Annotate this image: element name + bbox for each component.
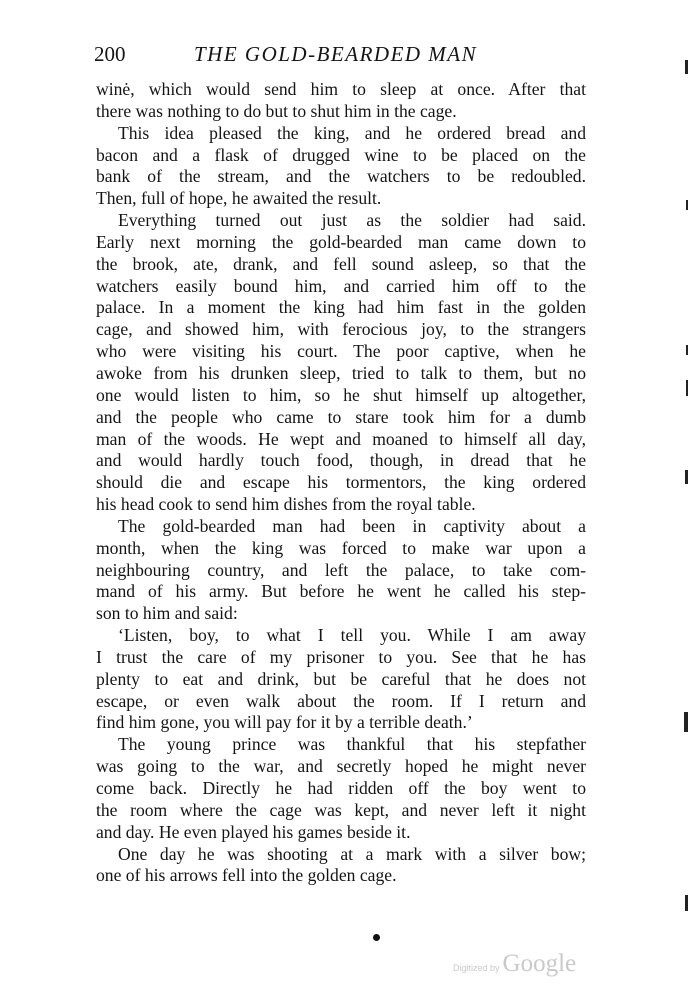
text-line: Early next morning the gold-bearded man came down to	[96, 231, 586, 252]
text-line: winė, which would send him to sleep at once. After that	[96, 79, 586, 99]
text-line: bacon and a flask of drugged wine to be placed on the	[96, 144, 586, 165]
text-line: should die and escape his tormentors, the king ordered	[96, 472, 586, 493]
text-line: was going to the war, and secretly hoped he might never	[96, 756, 586, 777]
text-line: watchers easily bound him, and carried him off to the	[96, 275, 586, 296]
scan-edge-mark	[684, 712, 688, 732]
text-line: and day. He even played his games beside it.	[96, 821, 411, 842]
text-line: come back. Directly he had ridden off the boy went to	[96, 778, 586, 798]
running-title: THE GOLD-BEARDED MAN	[194, 42, 478, 66]
scan-edge-mark	[686, 345, 688, 355]
text-line: This idea pleased the king, and he ordered bread and	[118, 122, 586, 143]
text-line: one would listen to him, so he shut himself up altogether,	[96, 384, 586, 405]
text-line: the room where the cage was kept, and never left it night	[96, 799, 586, 820]
text-line: his head cook to send him dishes from the royal table.	[96, 494, 476, 515]
text-line: who were visiting his court. The poor captive, when he	[96, 341, 586, 362]
text-line: son to him and said:	[96, 603, 238, 624]
text-line: neighbouring country, and left the palace, to take com-	[96, 559, 586, 580]
text-line: The young prince was thankful that his stepfather	[118, 734, 586, 755]
text-line: the brook, ate, drank, and fell sound asleep, so that the	[96, 253, 586, 274]
text-line: and would hardly touch food, though, in dread that he	[96, 450, 586, 471]
page-header	[94, 42, 586, 72]
text-line: find him gone, you will pay for it by a terrible death.’	[96, 712, 473, 733]
text-line: man of the woods. He wept and moaned to himself all day,	[96, 428, 586, 449]
text-line: and the people who came to stare took him for a dumb	[96, 406, 586, 427]
text-line: palace. In a moment the king had him fast in the golden	[96, 297, 586, 318]
text-line: Then, full of hope, he awaited the result.	[96, 188, 382, 209]
text-line: One day he was shooting at a mark with a silver bow;	[118, 843, 586, 864]
text-line: awoke from his drunken sleep, tried to talk to them, but no	[96, 362, 586, 383]
scan-edge-mark	[686, 380, 688, 396]
scan-edge-mark	[685, 470, 688, 484]
text-line: plenty to eat and drink, but be careful that he does not	[96, 668, 586, 689]
text-line: Everything turned out just as the soldier had said.	[118, 210, 586, 231]
google-logo: Google	[502, 950, 577, 977]
text-line: bank of the stream, and the watchers to be redoubled.	[96, 166, 586, 187]
ink-dot	[373, 934, 380, 941]
text-line: The gold-bearded man had been in captivity about a	[118, 515, 586, 536]
scan-edge-mark	[685, 895, 688, 911]
watermark-label: Digitized by	[453, 963, 500, 973]
scan-edge-mark	[686, 200, 688, 210]
text-line: mand of his army. But before he went he called his step-	[96, 581, 586, 602]
text-line: escape, or even walk about the room. If I return and	[96, 690, 586, 711]
text-line: ‘Listen, boy, to what I tell you. While I am away	[118, 625, 586, 646]
page-number: 200	[94, 42, 126, 66]
text-line: cage, and showed him, with ferocious joy, to the strangers	[96, 319, 586, 340]
text-line: I trust the care of my prisoner to you. See that he has	[96, 646, 586, 667]
text-line: there was nothing to do but to shut him in the cage.	[96, 100, 457, 121]
body-text	[96, 79, 586, 887]
text-line: month, when the king was forced to make war upon a	[96, 537, 586, 558]
scan-edge-mark	[685, 60, 688, 74]
text-line: one of his arrows fell into the golden cage.	[96, 865, 397, 886]
digitization-watermark	[453, 950, 576, 982]
